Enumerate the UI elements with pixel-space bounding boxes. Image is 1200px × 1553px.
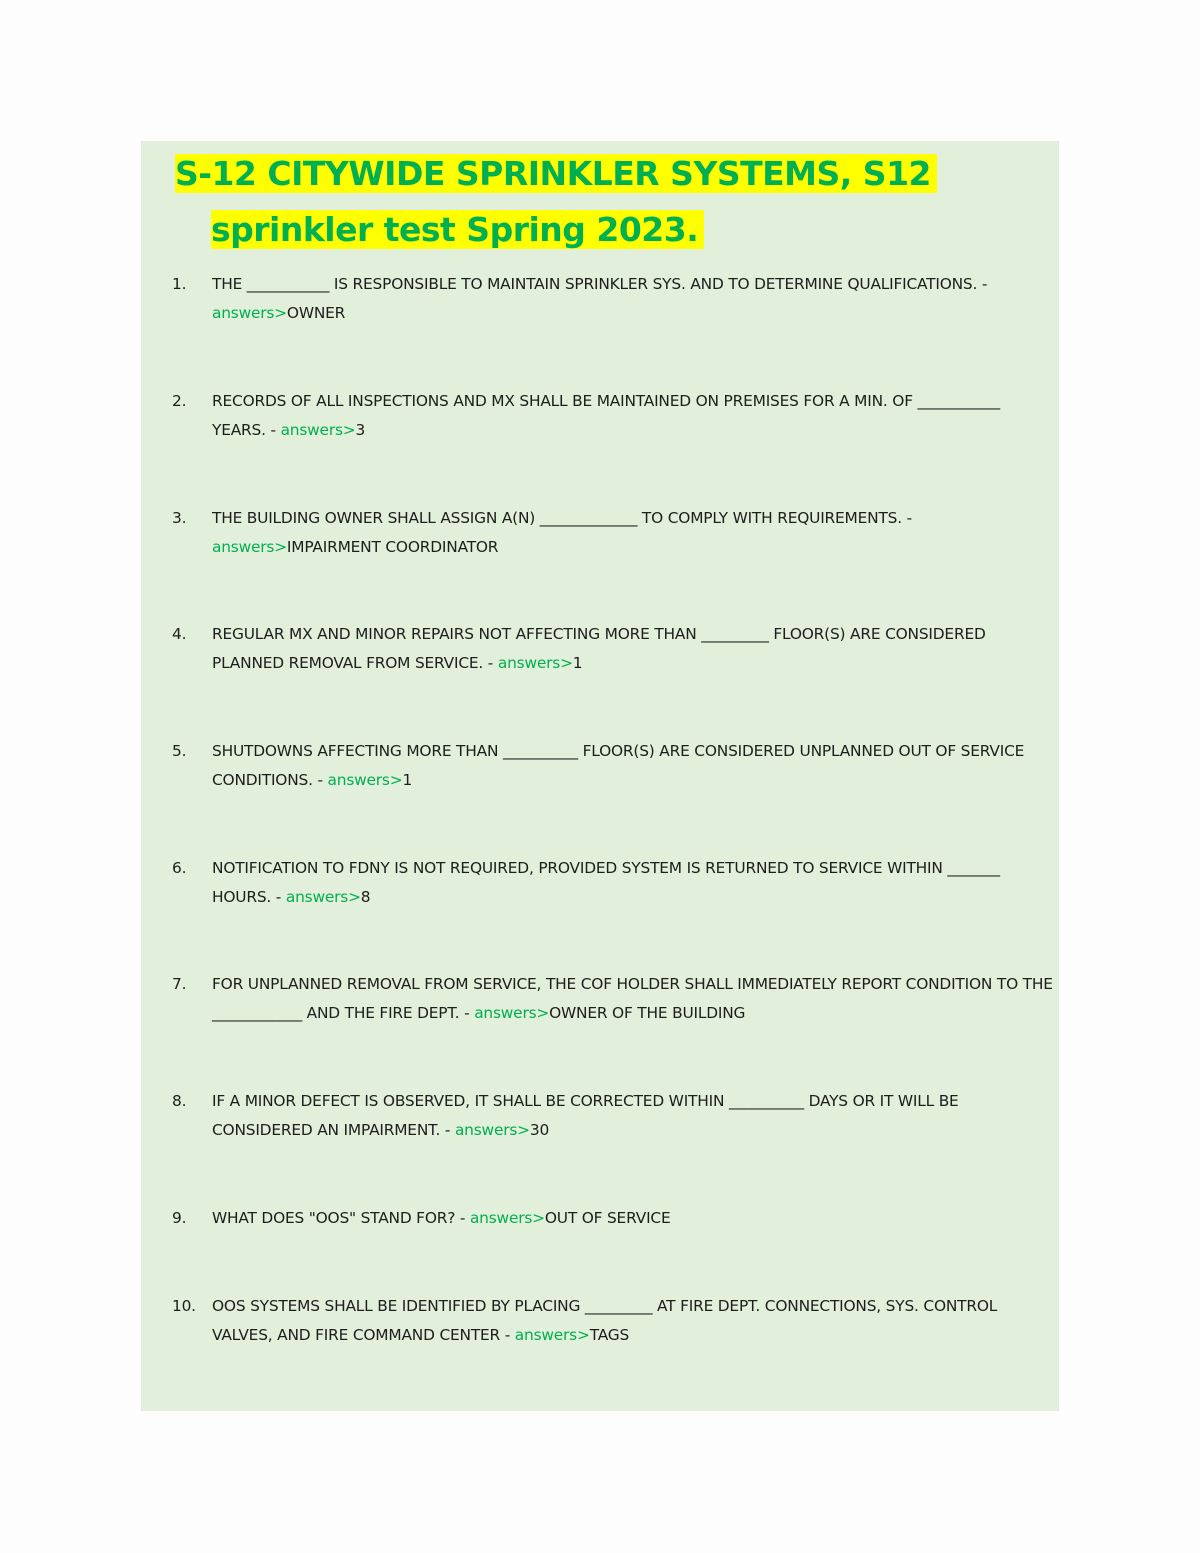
answer-label: answers>	[454, 1120, 530, 1139]
question-text: RECORDS OF ALL INSPECTIONS AND MX SHALL BE MAINTAINED ON PREMISES FOR A MIN. OF ___________ YEARS. -	[212, 392, 1001, 439]
answer-value: 1	[402, 770, 413, 789]
question-text: SHUTDOWNS AFFECTING MORE THAN __________ FLOOR(S) ARE CONSIDERED UNPLANNED OUT OF SERVICE CONDITIONS. -	[212, 742, 1025, 789]
answer-label: answers>	[514, 1325, 590, 1344]
question-text: WHAT DOES "OOS" STAND FOR? -	[212, 1209, 470, 1227]
answer-label: answers>	[474, 1003, 550, 1022]
question-item-5	[172, 737, 1057, 794]
answer-value: 8	[360, 887, 371, 906]
question-item-10	[172, 1292, 1057, 1349]
answer-value: OUT OF SERVICE	[544, 1209, 671, 1227]
title-line-2: sprinkler test Spring 2023.	[175, 202, 935, 258]
question-number: 10.	[172, 1297, 196, 1315]
question-item-1	[172, 270, 1057, 327]
question-text: NOTIFICATION TO FDNY IS NOT REQUIRED, PROVIDED SYSTEM IS RETURNED TO SERVICE WITHIN _______ HOURS. -	[212, 859, 1000, 906]
question-number: 2.	[172, 392, 187, 410]
title-line-1: S-12 CITYWIDE SPRINKLER SYSTEMS, S12	[175, 146, 935, 202]
question-item-4	[172, 620, 1057, 677]
question-number: 5.	[172, 742, 187, 760]
question-number: 8.	[172, 1092, 187, 1110]
question-item-7	[172, 970, 1057, 1027]
question-number: 7.	[172, 975, 187, 993]
question-text: FOR UNPLANNED REMOVAL FROM SERVICE, THE COF HOLDER SHALL IMMEDIATELY REPORT CONDITION TO THE ____________ AND THE FIRE DEPT. -	[212, 975, 1053, 1022]
answer-label: answers>	[327, 770, 403, 789]
question-number: 1.	[172, 275, 187, 293]
answer-value: 30	[529, 1120, 550, 1139]
question-text: REGULAR MX AND MINOR REPAIRS NOT AFFECTING MORE THAN _________ FLOOR(S) ARE CONSIDERED PLANNED REMOVAL FROM SERVICE. -	[212, 625, 986, 672]
question-item-2	[172, 387, 1057, 444]
answer-label: answers>	[497, 653, 573, 672]
answer-label: answers>	[212, 537, 287, 556]
question-number: 6.	[172, 859, 187, 877]
question-text: IF A MINOR DEFECT IS OBSERVED, IT SHALL BE CORRECTED WITHIN __________ DAYS OR IT WILL BE CONSIDERED AN IMPAIRMENT. -	[212, 1092, 959, 1139]
answer-label: answers>	[469, 1209, 545, 1227]
answer-value: OWNER	[286, 303, 346, 322]
question-text: OOS SYSTEMS SHALL BE IDENTIFIED BY PLACING _________ AT FIRE DEPT. CONNECTIONS, SYS. CONTROL VALVES, AND FIRE COMMAND CENTER -	[212, 1297, 998, 1344]
answer-value: 1	[572, 653, 583, 672]
question-number: 3.	[172, 509, 187, 527]
question-item-3	[172, 504, 1057, 561]
question-number: 4.	[172, 625, 187, 643]
question-item-8	[172, 1087, 1057, 1144]
question-item-9	[172, 1204, 1057, 1233]
answer-label: answers>	[280, 420, 356, 439]
question-item-6	[172, 854, 1057, 911]
answer-value: OWNER OF THE BUILDING	[549, 1003, 746, 1022]
answer-label: answers>	[285, 887, 361, 906]
question-number: 9.	[172, 1209, 187, 1227]
question-text: THE BUILDING OWNER SHALL ASSIGN A(N) _____________ TO COMPLY WITH REQUIREMENTS. -	[212, 509, 912, 527]
answer-value: TAGS	[589, 1325, 630, 1344]
answer-label: answers>	[212, 303, 287, 322]
answer-value: 3	[355, 420, 366, 439]
answer-value: IMPAIRMENT COORDINATOR	[286, 537, 499, 556]
question-text: THE ___________ IS RESPONSIBLE TO MAINTAIN SPRINKLER SYS. AND TO DETERMINE QUALIFICATIONS. -	[212, 275, 988, 293]
